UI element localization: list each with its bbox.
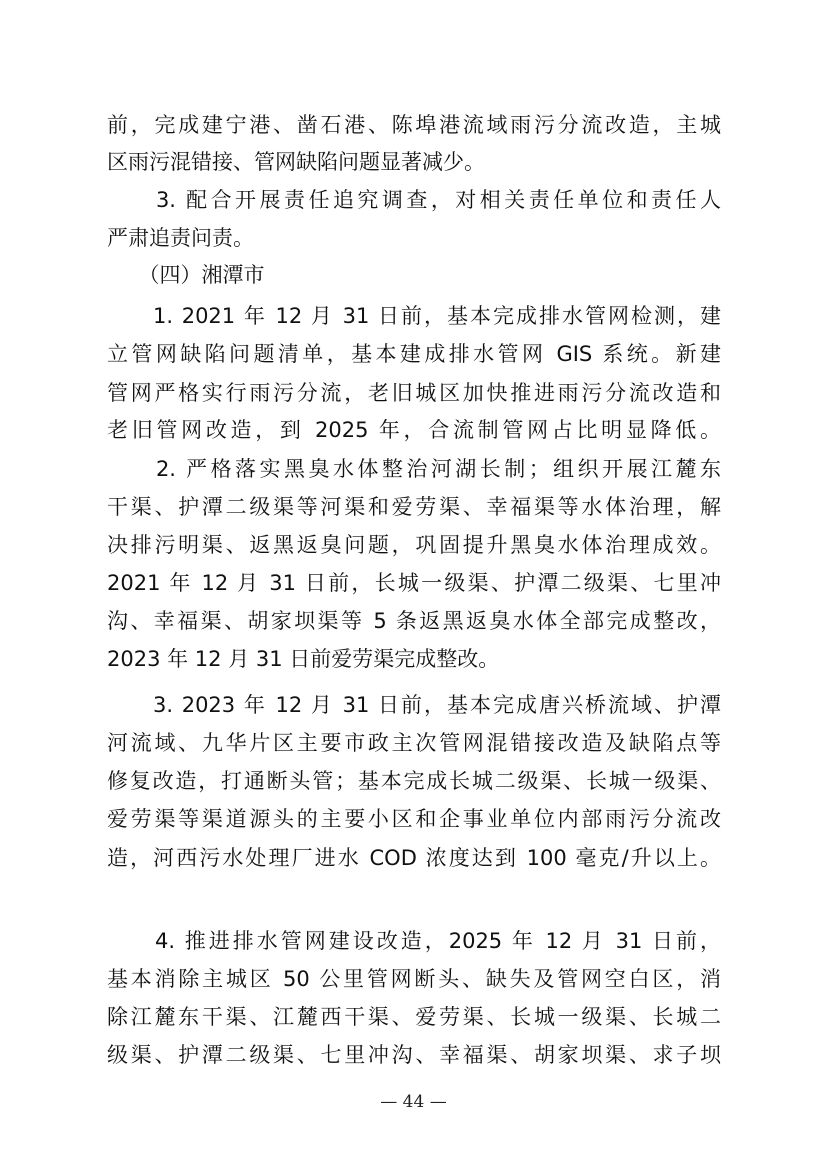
text-line: 河流域、九华片区主要市政主次管网混错接改造及缺陷点等: [107, 731, 721, 755]
text-line: 基本消除主城区 50 公里管网断头、缺失及管网空白区，消: [107, 967, 721, 991]
text-line: 干渠、护潭二级渠等河渠和爱劳渠、幸福渠等水体治理，解: [107, 495, 721, 519]
text-line: 爱劳渠等渠道源头的主要小区和企事业单位内部雨污分流改: [107, 807, 721, 831]
text-line: 老旧管网改造，到 2025 年，合流制管网占比明显降低。: [107, 418, 721, 442]
text-line: 3. 2023 年 12 月 31 日前，基本完成唐兴桥流域、护潭: [107, 693, 721, 717]
text-line: 2. 严格落实黑臭水体整治河湖长制；组织开展江麓东: [107, 457, 721, 481]
text-line: 区雨污混错接、管网缺陷问题显著减少。: [107, 150, 485, 174]
text-line: （四）湘潭市: [107, 263, 265, 287]
text-line: 级渠、护潭二级渠、七里冲沟、幸福渠、胡家坝渠、求子坝: [107, 1043, 721, 1067]
text-line: 除江麓东干渠、江麓西干渠、爱劳渠、长城一级渠、长城二: [107, 1005, 721, 1029]
text-line: 决排污明渠、返黑返臭问题，巩固提升黑臭水体治理成效。: [107, 533, 721, 557]
text-line: 2021 年 12 月 31 日前，长城一级渠、护潭二级渠、七里冲: [107, 571, 721, 595]
text-line: 立管网缺陷问题清单，基本建成排水管网 GIS 系统。新建: [107, 342, 721, 366]
text-line: 3. 配合开展责任追究调查，对相关责任单位和责任人: [107, 188, 721, 212]
text-line: 严肃追责问责。: [107, 226, 254, 250]
text-line: 管网严格实行雨污分流，老旧城区加快推进雨污分流改造和: [107, 381, 721, 405]
text-line: 1. 2021 年 12 月 31 日前，基本完成排水管网检测，建: [107, 304, 721, 328]
text-line: 前，完成建宁港、凿石港、陈埠港流域雨污分流改造，主城: [107, 113, 721, 137]
text-line: 沟、幸福渠、胡家坝渠等 5 条返黑返臭水体全部完成整改，: [107, 609, 721, 633]
page-number: — 44 —: [380, 1092, 447, 1112]
text-line: 2023 年 12 月 31 日前爱劳渠完成整改。: [107, 647, 500, 671]
text-line: 造，河西污水处理厂进水 COD 浓度达到 100 毫克/升以上。: [107, 846, 721, 870]
text-line: 4. 推进排水管网建设改造，2025 年 12 月 31 日前，: [107, 929, 721, 953]
text-line: 修复改造，打通断头管；基本完成长城二级渠、长城一级渠、: [107, 769, 721, 793]
